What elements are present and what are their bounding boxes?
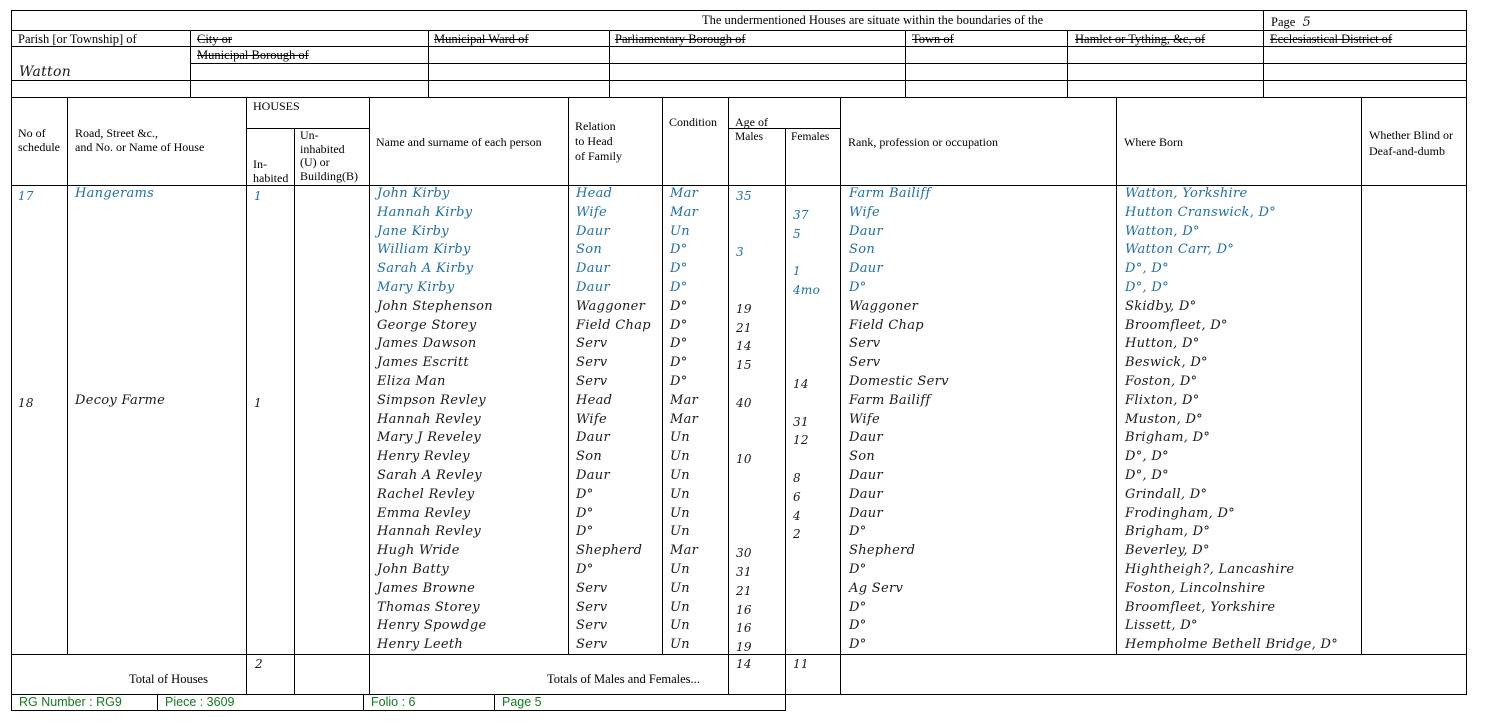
footer-page: Page 5 [502,695,542,709]
row-name: Rachel Revley [377,486,475,502]
row-relation: Waggoner [576,298,646,314]
row-condition: D° [670,298,688,314]
row-condition: Un [670,449,690,465]
row-condition: D° [670,261,688,277]
row-condition: D° [670,336,688,352]
row-birthplace: Grindall, D° [1125,486,1208,502]
row-name: Hannah Revley [377,524,482,540]
row-condition: Mar [670,543,699,559]
col-name: Name and surname of each person [376,135,542,149]
row-females: 2 [793,527,801,542]
row-birthplace: D°, D° [1125,280,1169,295]
row-occupation: Son [849,242,876,258]
row-occupation: Shepherd [849,543,916,559]
row-name: Henry Leeth [377,637,464,653]
row-males: 19 [736,640,752,655]
col-occupation: Rank, profession or occupation [848,135,998,149]
row-road: Decoy Farme [75,392,166,408]
row-occupation: D° [849,618,867,634]
row-occupation: Farm Bailiff [849,392,931,408]
row-name: Mary J Reveley [377,430,482,446]
row-inhabited: 1 [254,189,262,203]
row-males: 40 [736,395,752,410]
row-condition: D° [670,374,688,389]
col-blind-deaf: Whether Blind or Deaf-and-dumb [1369,128,1453,158]
row-relation: Son [576,242,603,258]
row-occupation: Daur [849,261,883,277]
row-condition: D° [670,242,688,258]
row-condition: Un [670,599,690,615]
row-females: 37 [793,207,809,222]
row-schedule: 18 [18,395,34,410]
row-birthplace: D°, D° [1125,449,1169,465]
row-name: John Stephenson [377,298,493,314]
page-label-text: Page [1271,15,1296,29]
row-condition: Un [670,486,690,502]
row-females: 5 [793,226,801,241]
row-relation: Serv [576,580,608,596]
row-relation: D° [576,505,594,521]
row-males: 31 [736,565,752,579]
row-females: 4 [793,508,801,523]
row-females: 8 [793,471,801,485]
row-females: 12 [793,433,809,448]
row-birthplace: Muston, D° [1125,411,1203,427]
row-females: 31 [793,414,809,429]
row-birthplace: Hempholme Bethell Bridge, D° [1125,637,1339,653]
row-males: 30 [736,546,752,561]
row-birthplace: Watton, Yorkshire [1125,186,1248,201]
row-relation: Daur [576,468,610,483]
row-condition: Un [670,637,690,653]
row-name: George Storey [377,317,477,333]
row-males: 10 [736,452,752,467]
row-males: 15 [736,358,752,373]
row-relation: D° [576,562,594,577]
row-females: 14 [793,377,809,391]
row-condition: Mar [670,204,699,220]
col-houses: HOUSES [253,99,300,113]
row-birthplace: Skidby, D° [1125,298,1197,314]
page-number: 5 [1302,15,1312,30]
row-occupation: Waggoner [849,298,919,314]
row-occupation: Daur [849,468,883,483]
row-schedule: 17 [18,189,34,203]
row-relation: Serv [576,599,608,615]
row-name: James Escritt [377,355,469,371]
row-occupation: Field Chap [849,317,924,333]
row-occupation: Farm Bailiff [849,186,931,201]
row-name: Thomas Storey [377,599,480,615]
row-condition: Mar [670,392,699,408]
col-females: Females [791,131,830,143]
row-relation: Serv [576,637,608,653]
row-relation: D° [576,486,594,502]
row-birthplace: Watton, D° [1125,223,1200,239]
row-occupation: D° [849,280,867,295]
row-name: John Kirby [377,186,450,201]
row-birthplace: Watton Carr, D° [1125,242,1235,258]
col-condition: Condition [669,115,718,129]
row-occupation: Wife [849,411,880,427]
row-name: Henry Revley [377,449,470,465]
row-females: 6 [793,489,801,504]
hamlet-label: Hamlet or Tything, &c, of [1075,32,1206,46]
total-houses-label: Total of Houses [129,672,208,686]
row-name: Hannah Kirby [377,204,473,220]
row-relation: Daur [576,261,610,277]
row-birthplace: Brigham, D° [1125,524,1211,540]
row-birthplace: D°, D° [1125,468,1169,483]
row-occupation: Son [849,449,876,465]
row-occupation: Daur [849,505,883,521]
total-females-value: 11 [793,657,809,671]
parish-value: Watton [19,64,72,80]
row-relation: Wife [576,411,607,427]
row-name: William Kirby [377,242,471,258]
row-relation: Head [576,392,613,408]
parliamentary-label: Parliamentary Borough of [615,32,746,46]
boundaries-heading: The undermentioned Houses are situate within the boundaries of the [702,13,1044,27]
piece-number: Piece : 3609 [165,695,235,709]
row-condition: Un [670,505,690,521]
row-relation: Serv [576,355,608,371]
folio-number: Folio : 6 [371,695,416,709]
row-relation: Serv [576,336,608,352]
row-name: John Batty [377,562,450,577]
row-occupation: Serv [849,355,881,371]
row-females: 1 [793,264,801,279]
row-birthplace: Frodingham, D° [1125,505,1236,521]
row-name: Hugh Wride [377,543,460,559]
row-condition: D° [670,280,688,295]
row-condition: Un [670,223,690,239]
row-birthplace: Broomfleet, D° [1125,317,1228,333]
row-occupation: D° [849,637,867,653]
row-relation: Serv [576,374,608,389]
row-males: 16 [736,602,752,617]
row-males: 3 [736,245,744,260]
parish-label: Parish [or Township] of [18,32,137,46]
town-label: Town of [912,32,954,46]
row-occupation: Daur [849,486,883,502]
page-label [1271,15,1311,30]
row-birthplace: Hutton Cranswick, D° [1125,204,1277,220]
row-birthplace: Foston, Lincolnshire [1125,580,1266,596]
city-label: City or [197,32,233,46]
row-relation: Field Chap [576,317,651,333]
row-birthplace: D°, D° [1125,261,1169,277]
row-males: 19 [736,301,752,316]
row-inhabited: 1 [254,395,262,410]
row-condition: Un [670,618,690,634]
row-name: Hannah Revley [377,411,482,427]
row-name: James Browne [377,580,476,596]
row-occupation: D° [849,599,867,615]
col-inhabited: In- habited [253,157,289,185]
row-occupation: Wife [849,204,880,220]
row-females: 4mo [793,283,821,297]
row-birthplace: Foston, D° [1125,374,1198,389]
col-uninhabited: Un- inhabited (U) or Building(B) [300,128,359,183]
row-occupation: D° [849,562,867,577]
row-occupation: Serv [849,336,881,352]
row-birthplace: Hutton, D° [1125,336,1200,352]
col-age: Age of [735,115,768,129]
row-relation: Daur [576,280,610,295]
row-name: Jane Kirby [377,223,449,239]
row-birthplace: Hightheigh?, Lancashire [1125,562,1295,577]
row-males: 16 [736,621,752,636]
row-birthplace: Beverley, D° [1125,543,1210,559]
row-relation: Daur [576,223,610,239]
row-name: Sarah A Kirby [377,261,474,277]
row-relation: Shepherd [576,543,643,559]
ecclesiastical-label: Ecclesiastical District of [1270,32,1393,46]
row-males: 14 [736,339,752,354]
row-name: Henry Spowdge [377,618,487,634]
total-houses-value: 2 [255,657,263,671]
row-condition: D° [670,317,688,333]
row-relation: Head [576,186,613,201]
borough-label: Municipal Borough of [197,48,309,62]
row-occupation: D° [849,524,867,540]
row-males: 35 [736,189,752,203]
total-persons-label: Totals of Males and Females... [547,672,700,686]
row-birthplace: Lissett, D° [1125,618,1198,634]
row-relation: D° [576,524,594,540]
row-condition: Un [670,580,690,596]
col-males: Males [735,131,764,143]
row-name: Eliza Man [377,374,446,389]
row-condition: Un [670,562,690,577]
rg-number: RG Number : RG9 [19,695,122,709]
row-relation: Wife [576,204,607,220]
ward-label: Municipal Ward of [434,32,529,46]
row-relation: Daur [576,430,610,446]
row-occupation: Daur [849,430,883,446]
row-name: Emma Revley [377,505,471,521]
row-condition: Mar [670,186,699,201]
row-birthplace: Brigham, D° [1125,430,1211,446]
row-name: Simpson Revley [377,392,486,408]
total-males-value: 14 [736,657,752,671]
row-name: James Dawson [377,336,477,352]
col-relation: Relation to Head of Family [575,119,622,163]
row-name: Sarah A Revley [377,468,482,483]
row-condition: Un [670,468,690,483]
row-condition: D° [670,355,688,371]
row-condition: Mar [670,411,699,427]
col-schedule: No of schedule [18,126,60,154]
row-birthplace: Broomfleet, Yorkshire [1125,599,1276,615]
col-road: Road, Street &c., and No. or Name of House [75,126,205,154]
row-occupation: Daur [849,223,883,239]
row-relation: Serv [576,618,608,634]
row-condition: Un [670,430,690,446]
row-males: 21 [736,320,752,335]
row-birthplace: Beswick, D° [1125,355,1208,371]
row-birthplace: Flixton, D° [1125,392,1200,408]
col-birthplace: Where Born [1124,135,1183,149]
row-occupation: Domestic Serv [849,374,949,389]
row-road: Hangerams [75,186,155,201]
row-relation: Son [576,449,603,465]
row-name: Mary Kirby [377,280,455,295]
row-occupation: Ag Serv [849,580,904,596]
row-males: 21 [736,583,752,598]
row-condition: Un [670,524,690,540]
